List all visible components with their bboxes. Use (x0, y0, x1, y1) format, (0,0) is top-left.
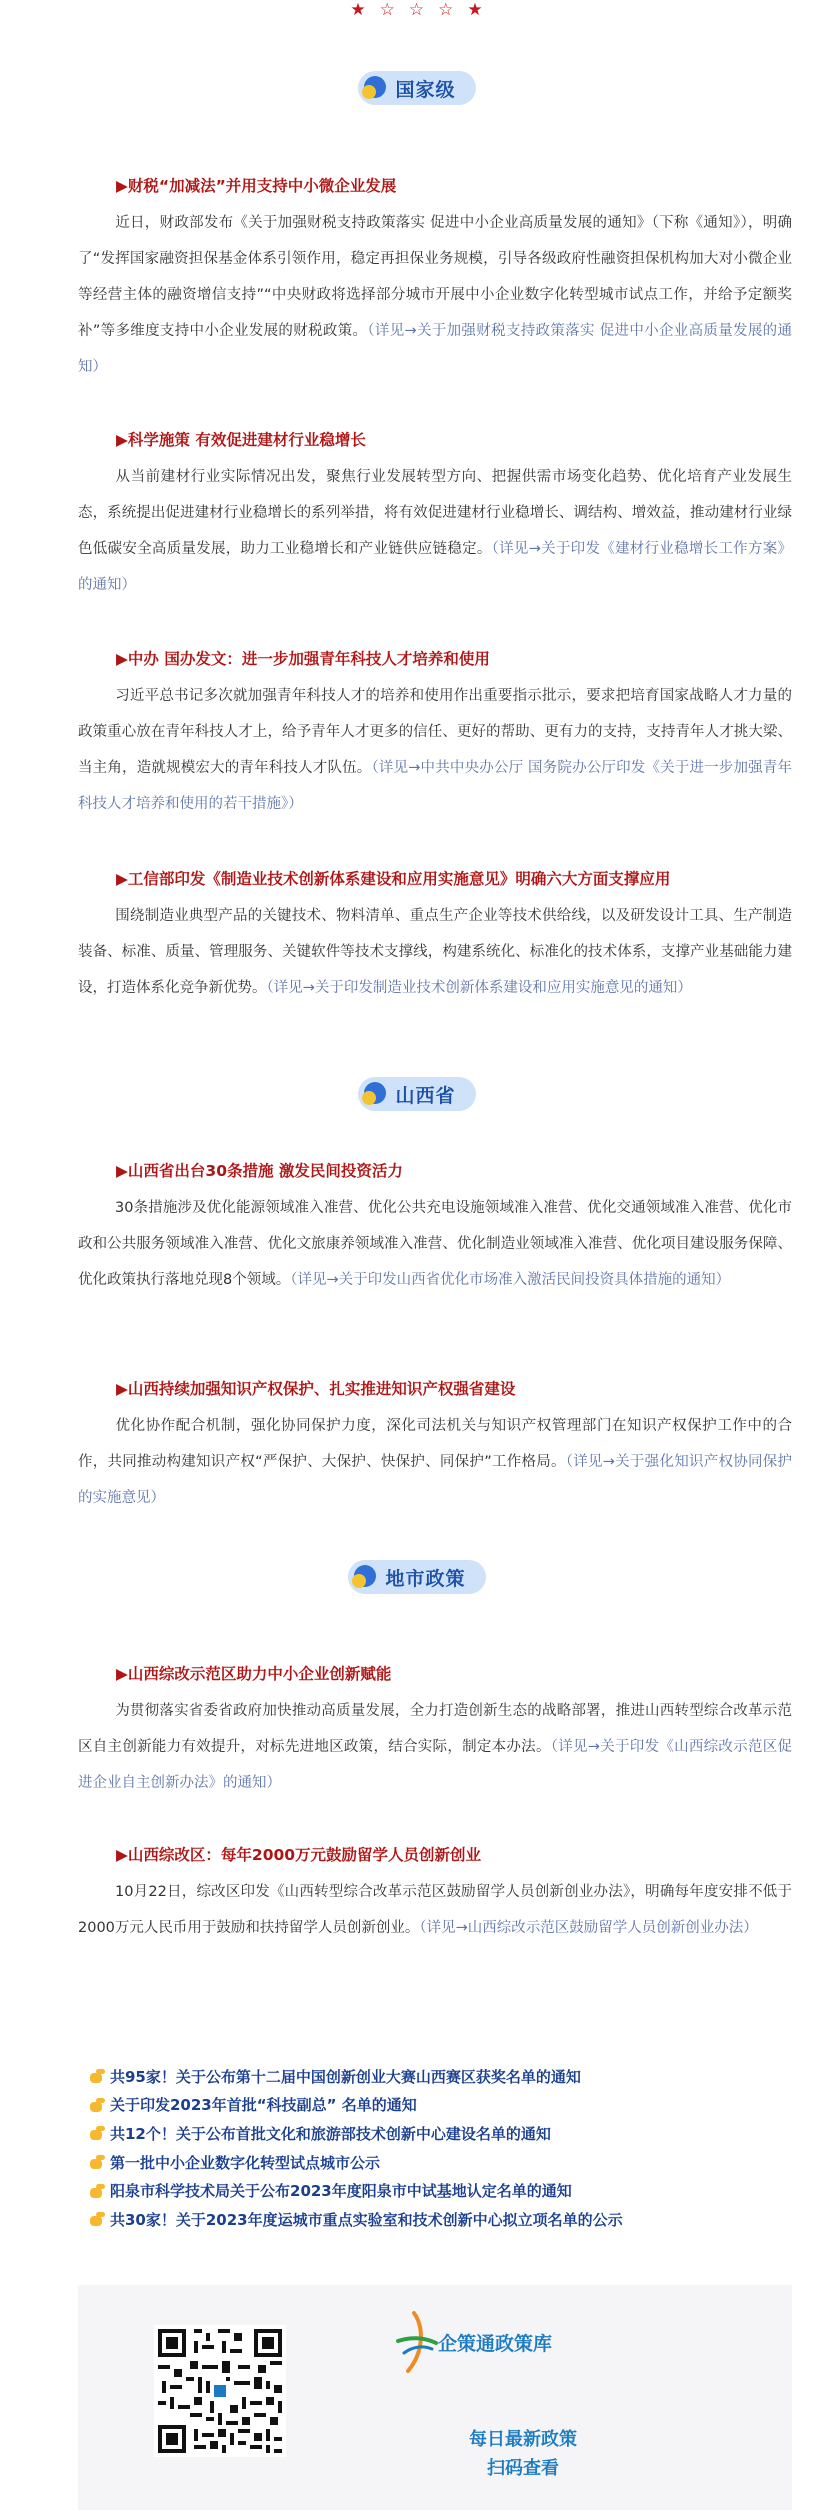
scan-line-2: 扫码查看 (487, 2458, 559, 2479)
article (78, 1844, 792, 1946)
section-badge-national (357, 71, 475, 105)
article-text: 近日，财政部发布《关于加强财税支持政策落实 促进中小企业高质量发展的通知》（下称《通知》），明确了“发挥国家融资担保基金体系引领作用，稳定再担保业务规模，引导各级政府性融资担保机构加大对小微企业等经营主体的融资增信支持”“中央财政将选择部分城市开展中小企业数字化转型城市试点工作，并给予定额奖补”等多维度支持中小企业发展的财税政策。 (78, 215, 792, 339)
recommended-label: 共95家！关于公布第十二届中国创新创业大赛山西赛区获奖名单的通知 (110, 2067, 581, 2086)
article-title[interactable]: ▶财税“加减法”并用支持中小微企业发展 (116, 177, 397, 195)
article-link[interactable]: （详见→关于印发制造业技术创新体系建设和应用实施意见的通知） (266, 980, 692, 996)
article (78, 429, 792, 603)
recommended-label: 关于印发2023年首批“科技副总” 名单的通知 (110, 2096, 417, 2115)
badge-dot-icon (353, 1564, 379, 1590)
article-title[interactable]: ▶山西省出台30条措施 激发民间投资活力 (116, 1162, 403, 1180)
article-text: 围绕制造业典型产品的关键技术、物料清单、重点生产企业等技术供给线，以及研发设计工具、生产制造装备、标准、质量、管理服务、关键软件等技术支撑线，构建系统化、标准化的技术体系，支撑产业基础能力建设，打造体系化竞争新优势。 (78, 908, 792, 996)
recommended-label: 阳泉市科学技术局关于公布2023年度阳泉市中试基地认定名单的通知 (110, 2182, 572, 2201)
article-title[interactable]: ▶工信部印发《制造业技术创新体系建设和应用实施意见》明确六大方面支撑应用 (116, 870, 671, 888)
article-link[interactable]: （详见→山西综改示范区鼓励留学人员创新创业办法） (419, 1920, 758, 1936)
recommended-list (88, 2062, 788, 2234)
star-icon: ★ (350, 0, 366, 20)
section-label: 地市政策 (385, 1567, 466, 1590)
pointing-hand-icon (88, 2125, 106, 2141)
recommended-item[interactable] (88, 2062, 788, 2091)
article (78, 175, 792, 385)
recommended-item[interactable] (88, 2176, 788, 2205)
article-link[interactable]: （详见→关于加强财税支持政策落实 促进中小企业高质量发展的通知） (78, 323, 792, 375)
recommended-item[interactable] (88, 2119, 788, 2148)
article-link[interactable]: （详见→关于印发山西省优化市场准入激活民间投资具体措施的通知） (290, 1272, 731, 1288)
star-icon: ★ (467, 0, 483, 20)
article (78, 868, 792, 1006)
section-badge-shanxi (357, 1077, 475, 1111)
top-stars (0, 0, 833, 20)
article (78, 1663, 792, 1801)
recommended-label: 共12个！关于公布首批文化和旅游部技术创新中心建设名单的通知 (110, 2124, 551, 2143)
article-body (78, 205, 792, 385)
section-badge-city (347, 1560, 485, 1594)
article-title[interactable]: ▶山西综改区：每年2000万元鼓励留学人员创新创业 (116, 1846, 482, 1864)
pointing-hand-icon (88, 2097, 106, 2113)
article-text: 从当前建材行业实际情况出发，聚焦行业发展转型方向、把握供需市场变化趋势、优化培育产业发展生态，系统提出促进建材行业稳增长的系列举措，将有效促进建材行业稳增长、调结构、增效益，推动建材行业绿色低碳安全高质量发展，助力工业稳增长和产业链供应链稳定。 (78, 469, 792, 557)
scan-line-1: 每日最新政策 (469, 2429, 577, 2450)
article-body (78, 898, 792, 1006)
article-body (78, 1693, 792, 1801)
article-body (78, 1190, 792, 1298)
article (78, 648, 792, 822)
article-text: 为贯彻落实省委省政府加快推动高质量发展，全力打造创新生态的战略部署，推进山西转型综合改革示范区自主创新能力有效提升，对标先进地区政策，结合实际，制定本办法。 (78, 1703, 792, 1755)
star-outline-icon: ☆ (408, 0, 425, 20)
article-body (78, 1874, 792, 1946)
recommended-item[interactable] (88, 2091, 788, 2120)
pointing-hand-icon (88, 2154, 106, 2170)
pointing-hand-icon (88, 2068, 106, 2084)
article-link[interactable]: （详见→关于强化知识产权协同保护的实施意见） (78, 1454, 792, 1506)
article-title[interactable]: ▶中办 国办发文：进一步加强青年科技人才培养和使用 (116, 650, 490, 668)
article-link[interactable]: （详见→中共中央办公厅 国务院办公厅印发《关于进一步加强青年科技人才培养和使用的若干措施》） (78, 760, 792, 812)
brand-logo-icon (394, 2307, 438, 2377)
brand (394, 2307, 552, 2377)
badge-dot-icon (363, 1081, 389, 1107)
article-title[interactable]: ▶山西综改示范区助力中小企业创新赋能 (116, 1665, 392, 1683)
article (78, 1160, 792, 1298)
recommended-label: 第一批中小企业数字化转型试点城市公示 (110, 2153, 381, 2172)
article-link[interactable]: （详见→关于印发《建材行业稳增长工作方案》的通知） (78, 541, 792, 593)
pointing-hand-icon (88, 2183, 106, 2199)
article-text: 习近平总书记多次就加强青年科技人才的培养和使用作出重要指示批示，要求把培育国家战略人才力量的政策重心放在青年科技人才上，给予青年人才更多的信任、更好的帮助、更有力的支持，支持青年人才挑大梁、当主角，造就规模宏大的青年科技人才队伍。 (78, 688, 792, 776)
section-label: 国家级 (395, 78, 456, 101)
section-label: 山西省 (395, 1084, 456, 1107)
badge-dot-icon (363, 75, 389, 101)
qr-code-icon[interactable] (154, 2325, 286, 2457)
star-outline-icon: ☆ (438, 0, 454, 20)
recommended-item[interactable] (88, 2148, 788, 2177)
recommended-item[interactable] (88, 2205, 788, 2234)
article-body (78, 1408, 792, 1516)
article-text: 30条措施涉及优化能源领域准入准营、优化公共充电设施领域准入准营、优化交通领域准入准营、优化市政和公共服务领域准入准营、优化文旅康养领域准入准营、优化制造业领域准入准营、优化项目建设服务保障、优化政策执行落地兑现8个领域。 (78, 1200, 792, 1288)
article (78, 1378, 792, 1516)
article-title[interactable]: ▶科学施策 有效促进建材行业稳增长 (116, 431, 366, 449)
star-outline-icon: ☆ (379, 0, 395, 20)
brand-name: 企策通政策库 (438, 2332, 553, 2355)
article-title[interactable]: ▶山西持续加强知识产权保护、扎实推进知识产权强省建设 (116, 1380, 516, 1398)
article-link[interactable]: （详见→关于印发《山西综改示范区促进企业自主创新办法》的通知） (78, 1739, 792, 1791)
pointing-hand-icon (88, 2211, 106, 2227)
article-body (78, 678, 792, 822)
footer-card (78, 2285, 792, 2510)
article-text: 10月22日，综改区印发《山西转型综合改革示范区鼓励留学人员创新创业办法》，明确每年度安排不低于2000万元人民币用于鼓励和扶持留学人员创新创业。 (78, 1884, 792, 1936)
article-text: 优化协作配合机制，强化协同保护力度，深化司法机关与知识产权管理部门在知识产权保护工作中的合作，共同推动构建知识产权“严保护、大保护、快保护、同保护”工作格局。 (78, 1418, 792, 1470)
article-body (78, 459, 792, 603)
recommended-label: 共30家！关于2023年度运城市重点实验室和技术创新中心拟立项名单的公示 (110, 2210, 623, 2229)
scan-prompt (438, 2425, 608, 2483)
